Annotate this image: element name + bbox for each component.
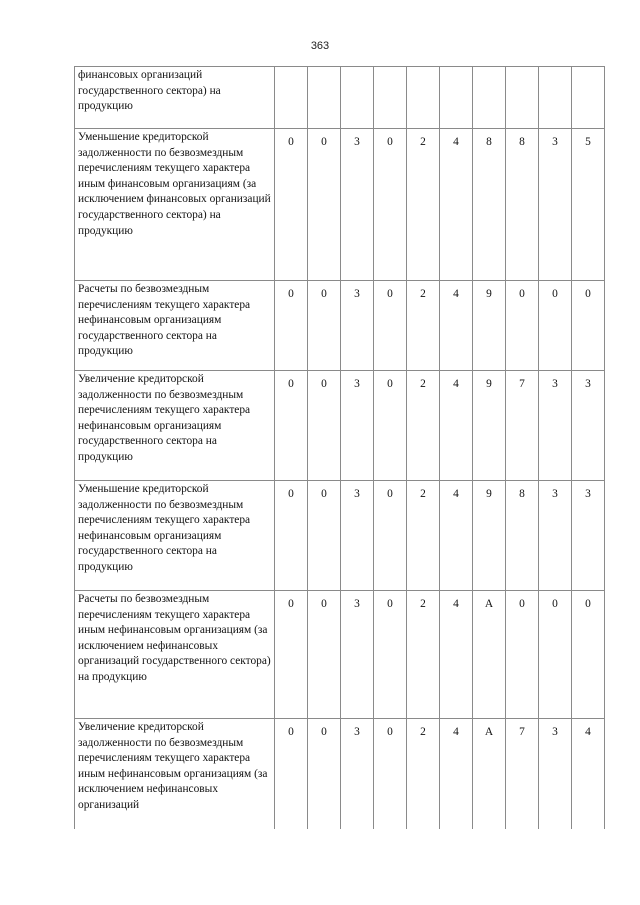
code-digit-cell: 3 (572, 371, 605, 481)
code-digit-cell: 4 (440, 371, 473, 481)
code-digit-cell: 3 (341, 481, 374, 591)
code-digit-cell: 9 (473, 281, 506, 371)
account-name-cell: Расчеты по безвозмездным перечислениям текущего характера нефинансовым организациям государственного сектора на продукцию (75, 281, 275, 371)
code-digit-cell: 3 (341, 371, 374, 481)
code-digit-cell: 8 (506, 481, 539, 591)
code-digit-cell: 8 (473, 129, 506, 281)
code-digit-cell: 0 (374, 371, 407, 481)
code-digit-cell: 9 (473, 371, 506, 481)
code-digit-cell: 9 (473, 481, 506, 591)
table-row (75, 719, 605, 829)
table-row (75, 281, 605, 371)
code-digit-cell (440, 67, 473, 129)
code-digit-cell (539, 67, 572, 129)
code-digit-cell: 4 (440, 281, 473, 371)
code-digit-cell: 0 (374, 591, 407, 719)
code-digit-cell: 3 (341, 591, 374, 719)
code-digit-cell: 0 (308, 591, 341, 719)
code-digit-cell: 2 (407, 129, 440, 281)
code-digit-cell: 0 (308, 281, 341, 371)
code-digit-cell (275, 67, 308, 129)
code-digit-cell: 4 (440, 719, 473, 829)
code-digit-cell: 2 (407, 719, 440, 829)
code-digit-cell: 0 (308, 371, 341, 481)
code-digit-cell: А (473, 719, 506, 829)
table-row (75, 591, 605, 719)
table-row (75, 481, 605, 591)
code-digit-cell: 2 (407, 281, 440, 371)
code-digit-cell: 0 (374, 481, 407, 591)
code-digit-cell: 8 (506, 129, 539, 281)
code-digit-cell: 3 (539, 371, 572, 481)
code-digit-cell: 5 (572, 129, 605, 281)
code-digit-cell: 0 (275, 129, 308, 281)
account-name-cell: Увеличение кредиторской задолженности по безвозмездным перечислениям текущего характера нефинансовым организациям государственного сектора на продукцию (75, 371, 275, 481)
code-digit-cell: 3 (341, 129, 374, 281)
code-digit-cell (308, 67, 341, 129)
table-row (75, 129, 605, 281)
code-digit-cell: 0 (308, 481, 341, 591)
accounts-table (74, 66, 605, 829)
code-digit-cell: 2 (407, 591, 440, 719)
table-row (75, 67, 605, 129)
account-name-cell: финансовых организаций государственного сектора) на продукцию (75, 67, 275, 129)
code-digit-cell (407, 67, 440, 129)
code-digit-cell: 0 (275, 281, 308, 371)
code-digit-cell (506, 67, 539, 129)
code-digit-cell: 0 (308, 129, 341, 281)
account-name-cell: Расчеты по безвозмездным перечислениям текущего характера иным нефинансовым организациям (за исключением нефинансовых организаций государственного сектора) на продукцию (75, 591, 275, 719)
code-digit-cell: 0 (374, 129, 407, 281)
code-digit-cell: 3 (539, 719, 572, 829)
code-digit-cell: 3 (341, 281, 374, 371)
code-digit-cell: 0 (506, 281, 539, 371)
code-digit-cell: 0 (275, 591, 308, 719)
account-name-cell: Уменьшение кредиторской задолженности по безвозмездным перечислениям текущего характера иным финансовым организациям (за исключением финансовых организаций государственного сектора) на продукцию (75, 129, 275, 281)
code-digit-cell: 0 (374, 719, 407, 829)
code-digit-cell: 0 (275, 481, 308, 591)
code-digit-cell (341, 67, 374, 129)
account-name-cell: Уменьшение кредиторской задолженности по безвозмездным перечислениям текущего характера нефинансовым организациям государственного сектора на продукцию (75, 481, 275, 591)
table-row (75, 371, 605, 481)
code-digit-cell: 0 (572, 591, 605, 719)
code-digit-cell: 0 (572, 281, 605, 371)
code-digit-cell: 3 (539, 129, 572, 281)
code-digit-cell: 0 (539, 591, 572, 719)
page-number: 363 (310, 40, 330, 52)
code-digit-cell: 0 (539, 281, 572, 371)
code-digit-cell: А (473, 591, 506, 719)
code-digit-cell: 3 (572, 481, 605, 591)
code-digit-cell: 0 (275, 719, 308, 829)
code-digit-cell: 3 (341, 719, 374, 829)
code-digit-cell (473, 67, 506, 129)
code-digit-cell: 4 (440, 129, 473, 281)
code-digit-cell: 0 (275, 371, 308, 481)
code-digit-cell (572, 67, 605, 129)
code-digit-cell: 3 (539, 481, 572, 591)
code-digit-cell (374, 67, 407, 129)
code-digit-cell: 2 (407, 481, 440, 591)
code-digit-cell: 4 (572, 719, 605, 829)
code-digit-cell: 0 (374, 281, 407, 371)
code-digit-cell: 4 (440, 591, 473, 719)
code-digit-cell: 0 (308, 719, 341, 829)
code-digit-cell: 4 (440, 481, 473, 591)
code-digit-cell: 2 (407, 371, 440, 481)
code-digit-cell: 0 (506, 591, 539, 719)
code-digit-cell: 7 (506, 719, 539, 829)
account-name-cell: Увеличение кредиторской задолженности по безвозмездным перечислениям текущего характера иным нефинансовым организациям (за исключением нефинансовых организаций (75, 719, 275, 829)
code-digit-cell: 7 (506, 371, 539, 481)
